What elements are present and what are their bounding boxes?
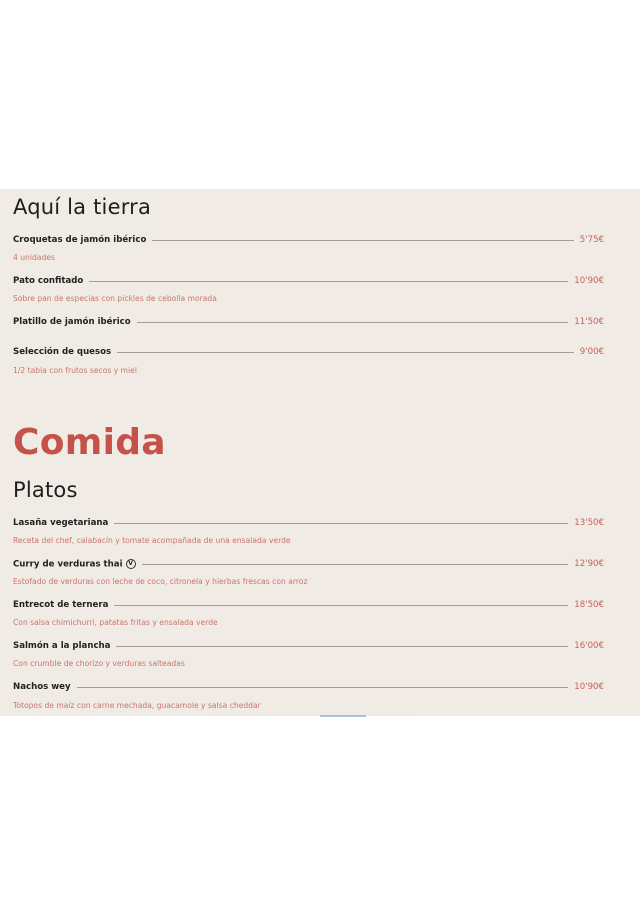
menu-item [13, 598, 604, 612]
menu-item [13, 315, 604, 329]
item-description: Con crumble de chorizo y verduras salteadas [13, 659, 185, 668]
item-name [13, 559, 136, 570]
category-heading: Comida [13, 422, 166, 463]
dotted-leader [89, 281, 568, 282]
item-name: Entrecot de ternera [13, 600, 109, 610]
item-name: Platillo de jamón ibérico [13, 317, 131, 327]
item-description: 4 unidades [13, 253, 55, 262]
scroll-thumb[interactable] [320, 715, 366, 717]
dotted-leader [152, 240, 573, 241]
dotted-leader [116, 646, 568, 647]
section-title-tierra: Aquí la tierra [13, 195, 152, 219]
item-name: Lasaña vegetariana [13, 518, 109, 528]
item-description: Sobre pan de especias con pickles de cebolla morada [13, 294, 217, 303]
item-description: 1/2 tabla con frutos secos y miel [13, 366, 137, 375]
menu-item [13, 680, 604, 694]
item-name: Selección de quesos [13, 347, 112, 357]
item-price: 18'50€ [574, 600, 604, 610]
dotted-leader [137, 322, 569, 323]
menu-item [13, 557, 604, 571]
item-name: Croquetas de jamón ibérico [13, 235, 147, 245]
dotted-leader [77, 687, 569, 688]
vegetarian-icon: V [126, 559, 136, 569]
item-price: 13'50€ [574, 518, 604, 528]
menu-item [13, 274, 604, 288]
item-name: Salmón a la plancha [13, 641, 111, 651]
menu-item [13, 639, 604, 653]
menu-item [13, 233, 604, 247]
item-price: 12'90€ [574, 559, 604, 569]
item-name: Pato confitado [13, 276, 84, 286]
menu-item [13, 345, 604, 359]
section-title-platos: Platos [13, 478, 78, 502]
dotted-leader [142, 564, 569, 565]
item-name-text: Curry de verduras thai [13, 559, 123, 570]
dotted-leader [117, 352, 574, 353]
menu-item [13, 516, 604, 530]
item-price: 11'50€ [574, 317, 604, 327]
item-price: 16'00€ [574, 641, 604, 651]
dotted-leader [114, 523, 568, 524]
scroll-track [205, 715, 415, 716]
item-price: 5'75€ [579, 235, 604, 245]
item-price: 9'00€ [579, 347, 604, 357]
item-description: Totopos de maíz con carne mechada, guacamole y salsa cheddar [13, 701, 261, 710]
item-description: Estofado de verduras con leche de coco, citronela y hierbas frescas con arroz [13, 577, 308, 586]
item-description: Receta del chef, calabacín y tomate acompañada de una ensalada verde [13, 536, 291, 545]
item-name: Nachos wey [13, 682, 71, 692]
item-description: Con salsa chimichurri, patatas fritas y ensalada verde [13, 618, 218, 627]
dotted-leader [114, 605, 568, 606]
item-price: 10'90€ [574, 276, 604, 286]
item-price: 10'90€ [574, 682, 604, 692]
